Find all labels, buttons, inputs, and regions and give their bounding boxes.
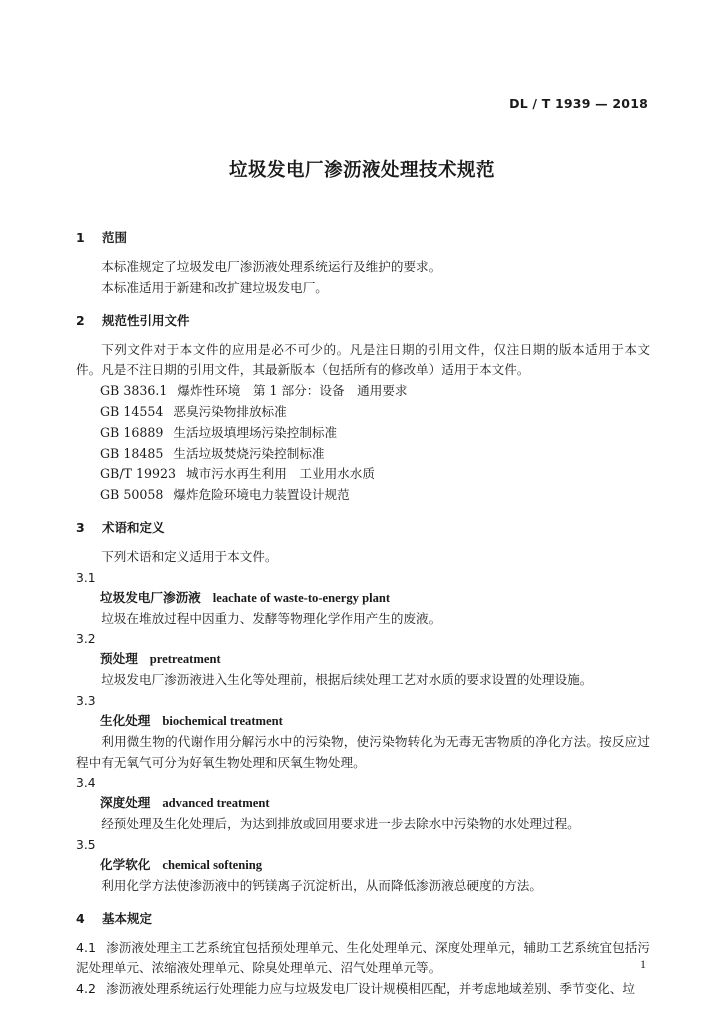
term-chinese: 生化处理 bbox=[100, 712, 151, 728]
term-chinese: 深度处理 bbox=[100, 795, 151, 811]
standard-number: DL / T 1939 — 2018 bbox=[509, 96, 648, 111]
reference-code: GB 3836.1 bbox=[100, 383, 168, 399]
reference-code: GB/T 19923 bbox=[100, 466, 177, 482]
term-heading bbox=[76, 588, 650, 609]
term-english: leachate of waste-to-energy plant bbox=[212, 590, 391, 605]
clause-text: 渗沥液处理主工艺系统宜包括预处理单元、生化处理单元、深度处理单元，辅助工艺系统宜包括污泥处理单元、浓缩液处理单元、除臭处理单元、沼气处理单元等。 bbox=[76, 939, 650, 976]
term-chinese: 垃圾发电厂渗沥液 bbox=[100, 589, 201, 605]
term-definition: 垃圾发电厂渗沥液进入生化等处理前，根据后续处理工艺对水质的要求设置的处理设施。 bbox=[101, 672, 593, 688]
reference-list bbox=[76, 381, 650, 506]
reference-item bbox=[76, 464, 650, 485]
section-number: 4 bbox=[76, 910, 85, 926]
term-english: biochemical treatment bbox=[162, 713, 283, 728]
term-chinese: 化学软化 bbox=[100, 856, 151, 872]
section-title: 术语和定义 bbox=[102, 519, 165, 535]
term-definition: 经预处理及生化处理后，为达到排放或回用要求进一步去除水中污染物的水处理过程。 bbox=[101, 816, 580, 832]
term-entry bbox=[76, 691, 650, 773]
reference-title: 爆炸性环境 第 1 部分：设备 通用要求 bbox=[177, 383, 408, 399]
paragraph: 本标准规定了垃圾发电厂渗沥液处理系统运行及维护的要求。 bbox=[101, 259, 442, 274]
term-english: pretreatment bbox=[149, 652, 221, 667]
reference-title: 生活垃圾填埋场污染控制标准 bbox=[173, 424, 338, 440]
term-number: 3.5 bbox=[76, 837, 96, 852]
term-entry bbox=[76, 773, 650, 835]
reference-item bbox=[76, 423, 650, 444]
term-number: 3.2 bbox=[76, 632, 96, 647]
document-body bbox=[76, 228, 650, 1000]
term-english: chemical softening bbox=[162, 857, 263, 872]
term-chinese: 预处理 bbox=[100, 651, 138, 667]
term-entry bbox=[76, 568, 650, 630]
term-heading bbox=[76, 711, 650, 732]
reference-item bbox=[76, 402, 650, 423]
clause-text: 渗沥液处理系统运行处理能力应与垃圾发电厂设计规模相匹配，并考虑地域差别、季节变化、垃 bbox=[106, 981, 635, 997]
section-number: 3 bbox=[76, 519, 85, 535]
reference-item bbox=[76, 485, 650, 506]
section-heading-1 bbox=[76, 228, 650, 248]
page-number: 1 bbox=[640, 957, 646, 971]
term-number: 3.4 bbox=[76, 776, 96, 791]
clause bbox=[76, 938, 650, 980]
paragraph: 下列文件对于本文件的应用是必不可少的。凡是注日期的引用文件，仅注日期的版本适用于本文件。凡是不注日期的引用文件，其最新版本（包括所有的修改单）适用于本文件。 bbox=[76, 341, 650, 378]
term-definition: 利用微生物的代谢作用分解污水中的污染物，使污染物转化为无毒无害物质的净化方法。按反应过程中有无氧气可分为好氧生物处理和厌氧生物处理。 bbox=[76, 733, 650, 770]
term-entry bbox=[76, 835, 650, 897]
reference-item bbox=[76, 381, 650, 402]
term-heading bbox=[76, 855, 650, 876]
term-number: 3.3 bbox=[76, 693, 96, 708]
clause-number: 4.2 bbox=[76, 981, 97, 997]
paragraph: 本标准适用于新建和改扩建垃圾发电厂。 bbox=[101, 279, 328, 295]
term-definition: 利用化学方法使渗沥液中的钙镁离子沉淀析出，从而降低渗沥液总硬度的方法。 bbox=[101, 877, 542, 893]
section-heading-3 bbox=[76, 518, 650, 538]
term-number: 3.1 bbox=[76, 570, 96, 585]
term-heading bbox=[76, 793, 650, 814]
section-title: 基本规定 bbox=[102, 910, 153, 926]
reference-title: 生活垃圾焚烧污染控制标准 bbox=[173, 445, 325, 461]
section-title: 规范性引用文件 bbox=[102, 312, 190, 328]
section-heading-4 bbox=[76, 909, 650, 929]
reference-title: 恶臭污染物排放标准 bbox=[173, 403, 287, 419]
term-definition: 垃圾在堆放过程中因重力、发酵等物理化学作用产生的废液。 bbox=[101, 610, 442, 626]
clause bbox=[76, 979, 650, 1000]
reference-code: GB 14554 bbox=[100, 403, 164, 419]
section-title: 范围 bbox=[102, 230, 128, 245]
reference-title: 城市污水再生利用 工业用水水质 bbox=[186, 466, 375, 482]
term-entry bbox=[76, 629, 650, 691]
section-number: 2 bbox=[76, 312, 85, 328]
paragraph: 下列术语和定义适用于本文件。 bbox=[101, 548, 278, 564]
section-number: 1 bbox=[76, 230, 85, 245]
term-english: advanced treatment bbox=[162, 796, 270, 811]
term-heading bbox=[76, 649, 650, 670]
reference-code: GB 18485 bbox=[100, 445, 164, 461]
clause-number: 4.1 bbox=[76, 939, 97, 955]
document-title: 垃圾发电厂渗沥液处理技术规范 bbox=[228, 160, 495, 181]
reference-code: GB 50058 bbox=[100, 487, 164, 503]
reference-code: GB 16889 bbox=[100, 424, 164, 440]
section-heading-2 bbox=[76, 311, 650, 331]
reference-title: 爆炸危险环境电力装置设计规范 bbox=[173, 487, 350, 503]
reference-item bbox=[76, 444, 650, 465]
